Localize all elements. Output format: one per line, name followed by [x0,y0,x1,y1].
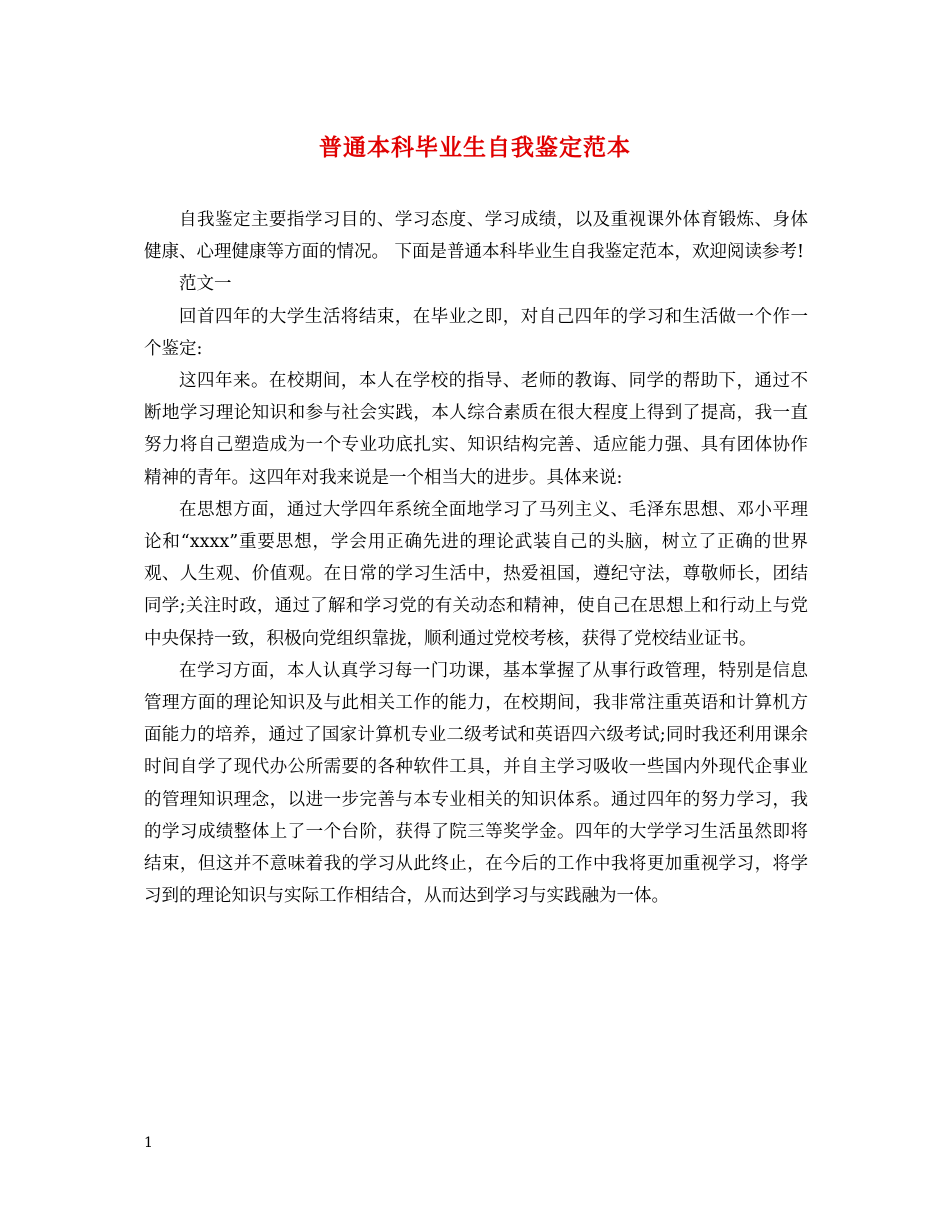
body-paragraph: 这四年来。在校期间，本人在学校的指导、老师的教诲、同学的帮助下，通过不断地学习理论知识和参与社会实践，本人综合素质在很大程度上得到了提高，我一直努力将自己塑造成为一个专业功底扎实、知识结构完善、适应能力强、具有团体协作精神的青年。这四年对我来说是一个相当大的进步。具体来说: [144,371,808,488]
document-body [144,204,808,912]
body-paragraph: 在思想方面，通过大学四年系统全面地学习了马列主义、毛泽东思想、邓小平理论和“xxxx”重要思想，学会用正确先进的理论武装自己的头脑，树立了正确的世界观、人生观、价值观。在日常的学习生活中，热爱祖国，遵纪守法，尊敬师长，团结同学;关注时政，通过了解和学习党的有关动态和精神，使自己在思想上和行动上与党中央保持一致，积极向党组织靠拢，顺利通过党校考核，获得了党校结业证书。 [144,499,808,649]
body-paragraph: 在学习方面，本人认真学习每一门功课，基本掌握了从事行政管理，特别是信息管理方面的理论知识及与此相关工作的能力，在校期间，我非常注重英语和计算机方面能力的培养，通过了国家计算机专业二级考试和英语四六级考试;同时我还利用课余时间自学了现代办公所需要的各种软件工具，并自主学习吸收一些国内外现代企事业的管理知识理念，以进一步完善与本专业相关的知识体系。通过四年的努力学习，我的学习成绩整体上了一个台阶，获得了院三等奖学金。四年的大学学习生活虽然即将结束，但这并不意味着我的学习从此终止，在今后的工作中我将更加重视学习，将学习到的理论知识与实际工作相结合，从而达到学习与实践融为一体。 [144,660,808,907]
page-number: 1 [144,1135,153,1151]
document-title: 普通本科毕业生自我鉴定范本 [319,134,631,161]
intro-paragraph: 自我鉴定主要指学习目的、学习态度、学习成绩，以及重视课外体育锻炼、身体健康、心理健康等方面的情况。 下面是普通本科毕业生自我鉴定范本，欢迎阅读参考! [144,210,808,263]
body-paragraph: 回首四年的大学生活将结束，在毕业之即，对自己四年的学习和生活做一个作一个鉴定: [144,306,808,359]
section-heading: 范文一 [179,274,232,295]
